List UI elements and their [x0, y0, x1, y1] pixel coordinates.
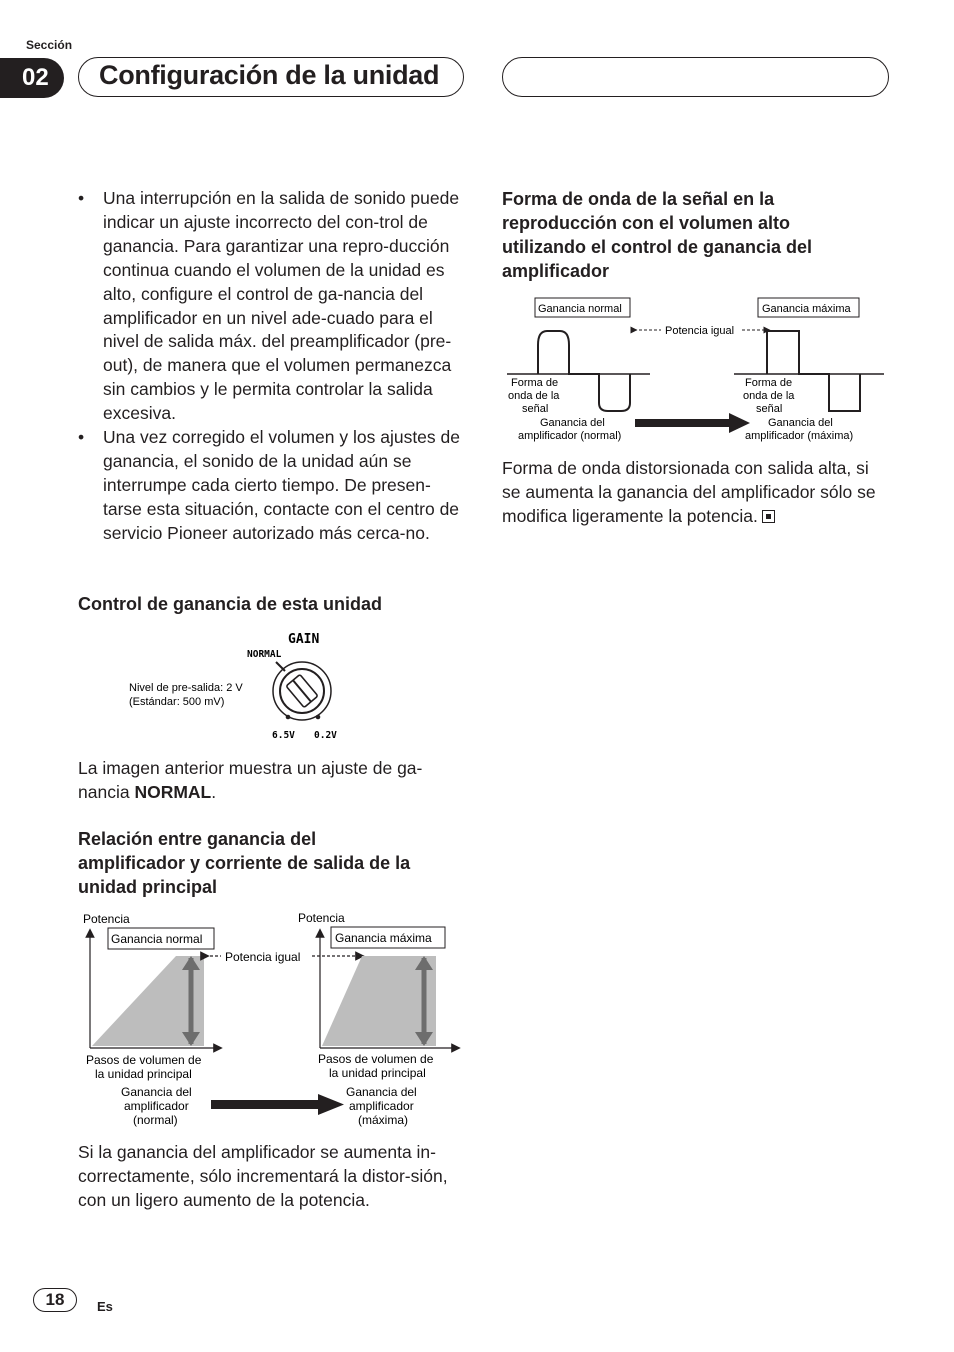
- power-axis-label: Potencia: [83, 912, 130, 926]
- amp-gain-label: amplificador (máxima): [745, 430, 854, 442]
- gain-caption: [78, 757, 468, 805]
- signal-wave-label: Forma de: [745, 377, 793, 389]
- gain-power-relation-figure: [78, 908, 468, 1133]
- language-code: Es: [97, 1299, 113, 1314]
- amp-gain-label: Ganancia del: [768, 417, 833, 429]
- waveform-caption: [502, 457, 882, 529]
- volume-steps-label: Pasos de volumen de: [318, 1052, 434, 1066]
- waveform-heading-line: utilizando el control de ganancia del: [502, 237, 813, 257]
- bullet-item: • Una interrupción en la salida de sonido puede indicar un ajuste incorrecto del con-trol de ganancia. Para garantizar una repro-ducción continua cuando el volumen de la unidad es alto, configure el control de ga-nancia del amplificador en un nivel ade-cuado para el nivel de salida máx. del preamplificador (pre-out), de manera que el volumen permanezca sin cambios y le permita controlar la salida excesiva.: [78, 187, 468, 426]
- gain-caption-end: .: [211, 781, 217, 802]
- waveform-heading: [502, 187, 902, 283]
- min-dot: [316, 715, 321, 720]
- waveform-figure: [502, 295, 892, 445]
- volume-steps-label: la unidad principal: [329, 1066, 426, 1080]
- amp-gain-label: amplificador: [349, 1099, 414, 1113]
- max-gain-label: Ganancia máxima: [335, 931, 432, 945]
- relation-heading-line: amplificador y corriente de salida de la: [78, 853, 411, 873]
- gain-increase-arrow-icon: [635, 419, 731, 427]
- gain-knob-figure: [120, 625, 360, 745]
- normal-tick: [276, 662, 285, 671]
- section-number-badge: 02: [0, 58, 64, 98]
- page-number: 18: [33, 1288, 77, 1312]
- bullet-item: • Una vez corregido el volumen y los ajustes de ganancia, el sonido de la unidad aún se interrumpe cada cierto tiempo. De presen-tarse esta situación, contacte con el centro de servicio Pioneer autorizado más cerca-no.: [78, 426, 468, 546]
- waveform-caption-text: Forma de onda distorsionada con salida alta, si se aumenta la ganancia del amplificador sólo se modifica ligeramente la potencia.: [502, 458, 876, 526]
- signal-wave-label: onda de la: [508, 390, 560, 402]
- gain-increase-arrowhead: [318, 1094, 344, 1115]
- volume-steps-label: Pasos de volumen de: [86, 1053, 202, 1067]
- relation-heading-line: unidad principal: [78, 877, 218, 897]
- waveform-heading-line: amplificador: [502, 261, 610, 281]
- preout-label: Nivel de pre-salida: 2 V: [129, 682, 243, 694]
- equal-power-label: Potencia igual: [225, 950, 301, 964]
- power-axis-label: Potencia: [298, 911, 345, 925]
- volume-steps-label: la unidad principal: [95, 1067, 192, 1081]
- bullet-list: [78, 187, 468, 546]
- signal-wave-label: Forma de: [511, 377, 559, 389]
- gain-control-heading: Control de ganancia de esta unidad: [78, 594, 383, 614]
- amp-gain-label: Ganancia del: [346, 1085, 417, 1099]
- relation-heading-line: Relación entre ganancia del: [78, 829, 317, 849]
- signal-wave-label: señal: [756, 403, 783, 415]
- gain-label: GAIN: [288, 632, 320, 647]
- signal-wave-label: onda de la: [743, 390, 795, 402]
- end-of-section-icon: [762, 510, 775, 523]
- amp-gain-label: amplificador (normal): [518, 430, 622, 442]
- gain-caption-text: La imagen anterior muestra un ajuste de ga-nancia: [78, 758, 423, 802]
- max-gain-label: Ganancia máxima: [762, 303, 851, 315]
- normal-label: NORMAL: [247, 649, 282, 660]
- waveform-heading-line: reproducción con el volumen alto: [502, 213, 791, 233]
- amp-gain-label: Ganancia del: [121, 1085, 192, 1099]
- amp-gain-label: Ganancia del: [540, 417, 605, 429]
- page-title: Configuración de la unidad: [99, 60, 440, 90]
- gain-increase-arrow-icon: [211, 1100, 321, 1109]
- header-blank-frame: [502, 57, 889, 97]
- amp-gain-label: amplificador: [124, 1099, 189, 1113]
- signal-wave-label: señal: [522, 403, 549, 415]
- normal-gain-label: Ganancia normal: [538, 303, 622, 315]
- normal-gain-label: Ganancia normal: [111, 932, 203, 946]
- relation-caption: Si la ganancia del amplificador se aumenta in-correctamente, sólo incrementará la distor-sión, con un ligero aumento de la potencia.: [78, 1142, 448, 1210]
- section-label: Sección: [26, 38, 73, 52]
- relation-heading: [78, 827, 478, 899]
- gain-caption-normal: NORMAL: [134, 781, 212, 802]
- equal-power-label: Potencia igual: [665, 325, 735, 337]
- max-dot: [286, 715, 291, 720]
- amp-gain-label: (máxima): [358, 1113, 408, 1127]
- preout-standard-label: (Estándar: 500 mV): [129, 696, 225, 708]
- waveform-heading-line: Forma de onda de la señal en la: [502, 189, 775, 209]
- amp-gain-label: (normal): [133, 1113, 178, 1127]
- max-voltage-label: 6.5V: [272, 730, 295, 741]
- min-voltage-label: 0.2V: [314, 730, 337, 741]
